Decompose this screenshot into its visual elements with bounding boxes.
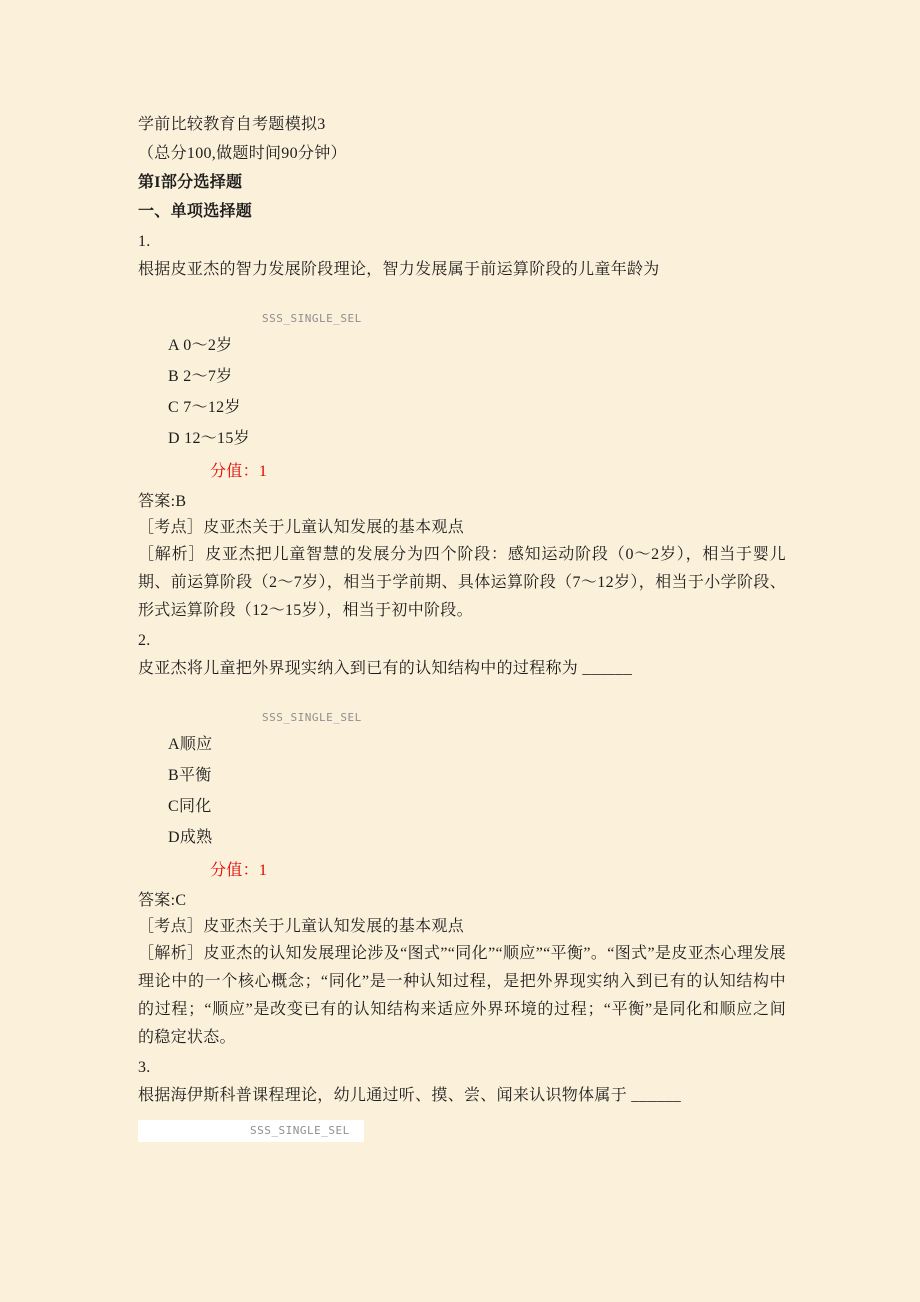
option-d: D成熟 — [168, 829, 213, 846]
question-block-1 — [138, 228, 786, 625]
options-list — [168, 336, 786, 449]
exam-point-text: ［考点］皮亚杰关于儿童认知发展的基本观点 — [138, 519, 465, 536]
document-page — [138, 0, 786, 1142]
question-block-2 — [138, 627, 786, 1052]
answer-text: 答案:B — [138, 493, 187, 510]
option-b: B平衡 — [168, 767, 212, 784]
analysis-text: ［解析］皮亚杰把儿童智慧的发展分为四个阶段：感知运动阶段（0〜2岁），相当于婴儿期、前运算阶段（2〜7岁），相当于学前期、具体运算阶段（7〜12岁），相当于小学阶段、形式运算阶段（12〜15岁），相当于初中阶段。 — [138, 546, 786, 619]
single-select-widget-highlight — [138, 1120, 364, 1142]
answer-text: 答案:C — [138, 892, 187, 909]
analysis-text: ［解析］皮亚杰的认知发展理论涉及“图式”“同化”“顺应”“平衡”。“图式”是皮亚杰心理发展理论中的一个核心概念；“同化”是一种认知过程，是把外界现实纳入到已有的认知结构中的过程；“顺应”是改变已有的认知结构来适应外界环境的过程；“平衡”是同化和顺应之间的稳定状态。 — [138, 945, 786, 1046]
option-d: D 12〜15岁 — [168, 430, 250, 447]
question-number: 1. — [138, 233, 151, 250]
page-subtitle: （总分100,做题时间90分钟） — [138, 145, 347, 162]
score-label: 分值：1 — [210, 463, 268, 480]
question-number: 2. — [138, 632, 151, 649]
page-title: 学前比较教育自考题模拟3 — [138, 116, 326, 133]
question-block-3 — [138, 1054, 786, 1142]
option-c: C同化 — [168, 798, 212, 815]
option-c: C 7〜12岁 — [168, 399, 241, 416]
option-a: A顺应 — [168, 736, 213, 753]
part-heading: 第I部分选择题 — [138, 174, 243, 191]
score-label: 分值：1 — [210, 862, 268, 879]
option-b: B 2〜7岁 — [168, 368, 233, 385]
options-list — [168, 735, 786, 848]
single-select-widget-label: SSS_SINGLE_SEL — [250, 1124, 350, 1137]
single-select-widget-label: SSS_SINGLE_SEL — [262, 711, 362, 724]
question-number: 3. — [138, 1059, 151, 1076]
question-stem: 皮亚杰将儿童把外界现实纳入到已有的认知结构中的过程称为 ______ — [138, 660, 633, 677]
single-select-widget-label: SSS_SINGLE_SEL — [262, 312, 362, 325]
question-stem: 根据海伊斯科普课程理论，幼儿通过听、摸、尝、闻来认识物体属于 ______ — [138, 1087, 682, 1104]
exam-point-text: ［考点］皮亚杰关于儿童认知发展的基本观点 — [138, 918, 465, 935]
section-heading: 一、单项选择题 — [138, 203, 253, 220]
option-a: A 0〜2岁 — [168, 337, 233, 354]
question-stem: 根据皮亚杰的智力发展阶段理论，智力发展属于前运算阶段的儿童年龄为 — [138, 261, 660, 278]
